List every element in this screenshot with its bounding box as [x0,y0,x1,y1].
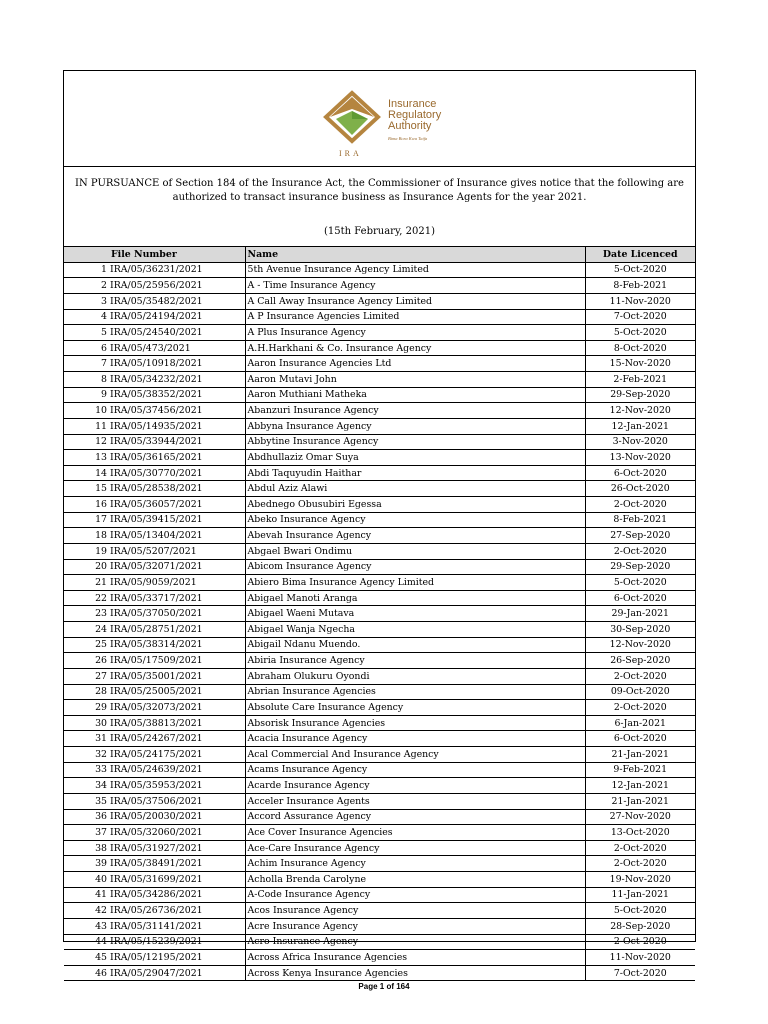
row-file-number: IRA/05/24639/2021 [109,762,245,778]
row-date-licenced: 11-Jan-2021 [585,887,695,903]
logo-line-1: Insurance [388,98,437,110]
row-number: 24 [64,622,109,638]
row-name: Across Africa Insurance Agencies [245,950,585,966]
table-row [64,825,695,841]
ira-logo [322,89,462,161]
row-name: 5th Avenue Insurance Agency Limited [245,262,585,278]
row-number: 2 [64,278,109,294]
logo-line-2: Regulatory [388,109,442,121]
table-row [64,653,695,669]
row-file-number: IRA/05/13404/2021 [109,528,245,544]
notice-lead: IN PURSUANCE [75,178,160,189]
row-file-number: IRA/05/33717/2021 [109,590,245,606]
row-file-number: IRA/05/31141/2021 [109,918,245,934]
row-file-number: IRA/05/35001/2021 [109,668,245,684]
row-number: 42 [64,903,109,919]
row-number: 10 [64,403,109,419]
row-date-licenced: 2-Oct-2020 [585,856,695,872]
row-file-number: IRA/05/33944/2021 [109,434,245,450]
table-row [64,872,695,888]
notice-section [64,167,695,247]
row-name: Acams Insurance Agency [245,762,585,778]
row-file-number: IRA/05/38491/2021 [109,856,245,872]
table-row [64,622,695,638]
row-name: Abigael Manoti Aranga [245,590,585,606]
row-name: Abiria Insurance Agency [245,653,585,669]
table-row [64,715,695,731]
row-name: Acacia Insurance Agency [245,731,585,747]
row-number: 34 [64,778,109,794]
row-number: 18 [64,528,109,544]
row-name: A Call Away Insurance Agency Limited [245,293,585,309]
logo-abbreviation: IRA [339,149,362,158]
row-file-number: IRA/05/5207/2021 [109,543,245,559]
row-date-licenced: 19-Nov-2020 [585,872,695,888]
row-file-number: IRA/05/31699/2021 [109,872,245,888]
row-number: 23 [64,606,109,622]
row-date-licenced: 15-Nov-2020 [585,356,695,372]
document-sheet [63,70,696,979]
row-number: 36 [64,809,109,825]
row-date-licenced: 09-Oct-2020 [585,684,695,700]
row-name: Acceler Insurance Agents [245,793,585,809]
row-name: Abicom Insurance Agency [245,559,585,575]
table-row [64,731,695,747]
row-file-number: IRA/05/20030/2021 [109,809,245,825]
row-number: 6 [64,340,109,356]
row-file-number: IRA/05/37050/2021 [109,606,245,622]
row-number: 32 [64,747,109,763]
row-date-licenced: 26-Sep-2020 [585,653,695,669]
row-number: 31 [64,731,109,747]
row-name: Abdul Aziz Alawi [245,481,585,497]
row-file-number: IRA/05/32060/2021 [109,825,245,841]
row-name: Abeko Insurance Agency [245,512,585,528]
row-file-number: IRA/05/25956/2021 [109,278,245,294]
table-row [64,590,695,606]
table-row [64,684,695,700]
row-date-licenced: 6-Oct-2020 [585,731,695,747]
table-row [64,856,695,872]
row-date-licenced: 12-Jan-2021 [585,418,695,434]
row-date-licenced: 8-Oct-2020 [585,340,695,356]
row-name: Abiero Bima Insurance Agency Limited [245,575,585,591]
row-file-number: IRA/05/34286/2021 [109,887,245,903]
row-name: Abgael Bwari Ondimu [245,543,585,559]
table-row [64,778,695,794]
row-name: Acro Insurance Agency [245,934,585,950]
row-name: Acos Insurance Agency [245,903,585,919]
table-row [64,372,695,388]
row-name: Abbytine Insurance Agency [245,434,585,450]
row-date-licenced: 2-Oct-2020 [585,497,695,513]
row-number: 13 [64,450,109,466]
row-date-licenced: 5-Oct-2020 [585,903,695,919]
table-row [64,512,695,528]
row-file-number: IRA/05/36165/2021 [109,450,245,466]
row-number: 40 [64,872,109,888]
row-number: 44 [64,934,109,950]
row-file-number: IRA/05/36057/2021 [109,497,245,513]
table-row [64,403,695,419]
table-row [64,481,695,497]
row-file-number: IRA/05/24175/2021 [109,747,245,763]
row-date-licenced: 2-Feb-2021 [585,372,695,388]
row-date-licenced: 2-Oct-2020 [585,840,695,856]
row-name: Abbyna Insurance Agency [245,418,585,434]
row-file-number: IRA/05/15239/2021 [109,934,245,950]
row-date-licenced: 28-Sep-2020 [585,918,695,934]
row-date-licenced: 9-Feb-2021 [585,762,695,778]
row-file-number: IRA/05/34232/2021 [109,372,245,388]
row-date-licenced: 13-Nov-2020 [585,450,695,466]
row-number: 19 [64,543,109,559]
header-num [64,247,109,262]
row-number: 15 [64,481,109,497]
table-row [64,668,695,684]
table-row [64,325,695,341]
table-row [64,934,695,950]
row-number: 45 [64,950,109,966]
row-number: 46 [64,965,109,981]
row-date-licenced: 12-Jan-2021 [585,778,695,794]
row-file-number: IRA/05/24194/2021 [109,309,245,325]
row-date-licenced: 27-Nov-2020 [585,809,695,825]
row-number: 35 [64,793,109,809]
row-date-licenced: 3-Nov-2020 [585,434,695,450]
row-number: 17 [64,512,109,528]
row-file-number: IRA/05/12195/2021 [109,950,245,966]
row-name: Abrian Insurance Agencies [245,684,585,700]
row-file-number: IRA/05/35953/2021 [109,778,245,794]
row-number: 3 [64,293,109,309]
row-file-number: IRA/05/17509/2021 [109,653,245,669]
logo-line-3: Authority [388,120,432,132]
table-row [64,840,695,856]
row-file-number: IRA/05/9059/2021 [109,575,245,591]
row-file-number: IRA/05/30770/2021 [109,465,245,481]
table-row [64,606,695,622]
row-number: 8 [64,372,109,388]
row-number: 16 [64,497,109,513]
row-file-number: IRA/05/38813/2021 [109,715,245,731]
row-date-licenced: 21-Jan-2021 [585,793,695,809]
row-number: 25 [64,637,109,653]
row-file-number: IRA/05/38352/2021 [109,387,245,403]
row-name: Aaron Muthiani Matheka [245,387,585,403]
row-date-licenced: 5-Oct-2020 [585,262,695,278]
row-number: 9 [64,387,109,403]
row-name: Abigail Ndanu Muendo. [245,637,585,653]
row-date-licenced: 12-Nov-2020 [585,403,695,419]
row-name: Aaron Insurance Agencies Ltd [245,356,585,372]
row-name: Abdi Taquyudin Haithar [245,465,585,481]
header-date-licenced: Date Licenced [585,247,695,262]
row-date-licenced: 8-Feb-2021 [585,278,695,294]
row-file-number: IRA/05/25005/2021 [109,684,245,700]
row-date-licenced: 29-Jan-2021 [585,606,695,622]
row-name: Abraham Olukuru Oyondi [245,668,585,684]
row-name: Abigael Wanja Ngecha [245,622,585,638]
row-name: Ace-Care Insurance Agency [245,840,585,856]
row-file-number: IRA/05/35482/2021 [109,293,245,309]
row-number: 5 [64,325,109,341]
row-file-number: IRA/05/37506/2021 [109,793,245,809]
header-name: Name [245,247,585,262]
row-number: 29 [64,700,109,716]
table-row [64,903,695,919]
table-row [64,543,695,559]
table-row [64,747,695,763]
header-file-number: File Number [109,247,245,262]
row-number: 37 [64,825,109,841]
row-name: Ace Cover Insurance Agencies [245,825,585,841]
row-file-number: IRA/05/39415/2021 [109,512,245,528]
row-date-licenced: 13-Oct-2020 [585,825,695,841]
row-name: A-Code Insurance Agency [245,887,585,903]
table-row [64,887,695,903]
row-name: Aaron Mutavi John [245,372,585,388]
table-row [64,559,695,575]
table-row [64,965,695,981]
notice-paragraph [70,177,689,205]
row-name: Acholla Brenda Carolyne [245,872,585,888]
row-file-number: IRA/05/37456/2021 [109,403,245,419]
table-row [64,434,695,450]
row-date-licenced: 2-Oct-2020 [585,668,695,684]
table-row [64,762,695,778]
row-date-licenced: 11-Nov-2020 [585,293,695,309]
row-file-number: IRA/05/473/2021 [109,340,245,356]
table-row [64,418,695,434]
row-name: Abednego Obusubiri Egessa [245,497,585,513]
row-file-number: IRA/05/14935/2021 [109,418,245,434]
row-name: Accord Assurance Agency [245,809,585,825]
table-row [64,637,695,653]
table-row [64,528,695,544]
row-name: A Plus Insurance Agency [245,325,585,341]
row-name: A - Time Insurance Agency [245,278,585,294]
row-date-licenced: 6-Oct-2020 [585,465,695,481]
table-row [64,309,695,325]
row-number: 43 [64,918,109,934]
row-date-licenced: 8-Feb-2021 [585,512,695,528]
table-row [64,465,695,481]
row-date-licenced: 21-Jan-2021 [585,747,695,763]
row-number: 4 [64,309,109,325]
table-row [64,918,695,934]
row-date-licenced: 26-Oct-2020 [585,481,695,497]
row-number: 27 [64,668,109,684]
row-number: 11 [64,418,109,434]
row-file-number: IRA/05/31927/2021 [109,840,245,856]
row-name: Across Kenya Insurance Agencies [245,965,585,981]
page-footer: Page 1 of 164 [358,982,410,991]
row-number: 22 [64,590,109,606]
agents-table [64,247,695,981]
table-header-row [64,247,695,262]
row-date-licenced: 12-Nov-2020 [585,637,695,653]
row-date-licenced: 27-Sep-2020 [585,528,695,544]
row-number: 20 [64,559,109,575]
row-date-licenced: 30-Sep-2020 [585,622,695,638]
row-date-licenced: 6-Jan-2021 [585,715,695,731]
ira-diamond-icon [322,89,382,149]
row-date-licenced: 2-Oct-2020 [585,700,695,716]
row-name: A P Insurance Agencies Limited [245,309,585,325]
table-row [64,278,695,294]
table-row [64,450,695,466]
row-date-licenced: 29-Sep-2020 [585,387,695,403]
logo-tagline: Bima Bora Kwa Taifa [388,136,428,141]
row-file-number: IRA/05/38314/2021 [109,637,245,653]
row-file-number: IRA/05/32071/2021 [109,559,245,575]
table-row [64,575,695,591]
row-number: 14 [64,465,109,481]
table-row [64,262,695,278]
row-date-licenced: 5-Oct-2020 [585,575,695,591]
row-name: Acre Insurance Agency [245,918,585,934]
row-file-number: IRA/05/24267/2021 [109,731,245,747]
table-row [64,950,695,966]
row-name: Abanzuri Insurance Agency [245,403,585,419]
row-file-number: IRA/05/10918/2021 [109,356,245,372]
header-logo-section [64,71,695,167]
row-name: Achim Insurance Agency [245,856,585,872]
row-date-licenced: 2-Oct-2020 [585,934,695,950]
row-number: 30 [64,715,109,731]
row-file-number: IRA/05/28538/2021 [109,481,245,497]
table-body [64,262,695,981]
row-file-number: IRA/05/29047/2021 [109,965,245,981]
table-row [64,793,695,809]
notice-text: of Section 184 of the Insurance Act, the Commissioner of Insurance gives notice that the following are authorized to transact insurance business as Insurance Agents for the year 2021. [159,178,684,203]
row-name: Absolute Care Insurance Agency [245,700,585,716]
table-row [64,293,695,309]
row-number: 28 [64,684,109,700]
row-file-number: IRA/05/26736/2021 [109,903,245,919]
row-number: 39 [64,856,109,872]
row-date-licenced: 2-Oct-2020 [585,543,695,559]
row-name: Acal Commercial And Insurance Agency [245,747,585,763]
row-file-number: IRA/05/24540/2021 [109,325,245,341]
row-name: A.H.Harkhani & Co. Insurance Agency [245,340,585,356]
row-file-number: IRA/05/28751/2021 [109,622,245,638]
table-row [64,497,695,513]
row-name: Absorisk Insurance Agencies [245,715,585,731]
row-date-licenced: 7-Oct-2020 [585,309,695,325]
table-row [64,700,695,716]
row-date-licenced: 5-Oct-2020 [585,325,695,341]
row-name: Abdhullaziz Omar Suya [245,450,585,466]
row-name: Abevah Insurance Agency [245,528,585,544]
row-number: 1 [64,262,109,278]
row-number: 33 [64,762,109,778]
row-name: Acarde Insurance Agency [245,778,585,794]
row-date-licenced: 29-Sep-2020 [585,559,695,575]
row-number: 7 [64,356,109,372]
row-number: 12 [64,434,109,450]
row-number: 38 [64,840,109,856]
table-row [64,387,695,403]
table-row [64,356,695,372]
logo-wordmark [388,99,441,132]
row-file-number: IRA/05/32073/2021 [109,700,245,716]
row-number: 21 [64,575,109,591]
row-number: 26 [64,653,109,669]
row-date-licenced: 11-Nov-2020 [585,950,695,966]
row-date-licenced: 7-Oct-2020 [585,965,695,981]
row-number: 41 [64,887,109,903]
table-row [64,340,695,356]
row-date-licenced: 6-Oct-2020 [585,590,695,606]
table-row [64,809,695,825]
row-name: Abigael Waeni Mutava [245,606,585,622]
row-file-number: IRA/05/36231/2021 [109,262,245,278]
notice-date: (15th February, 2021) [324,226,435,237]
